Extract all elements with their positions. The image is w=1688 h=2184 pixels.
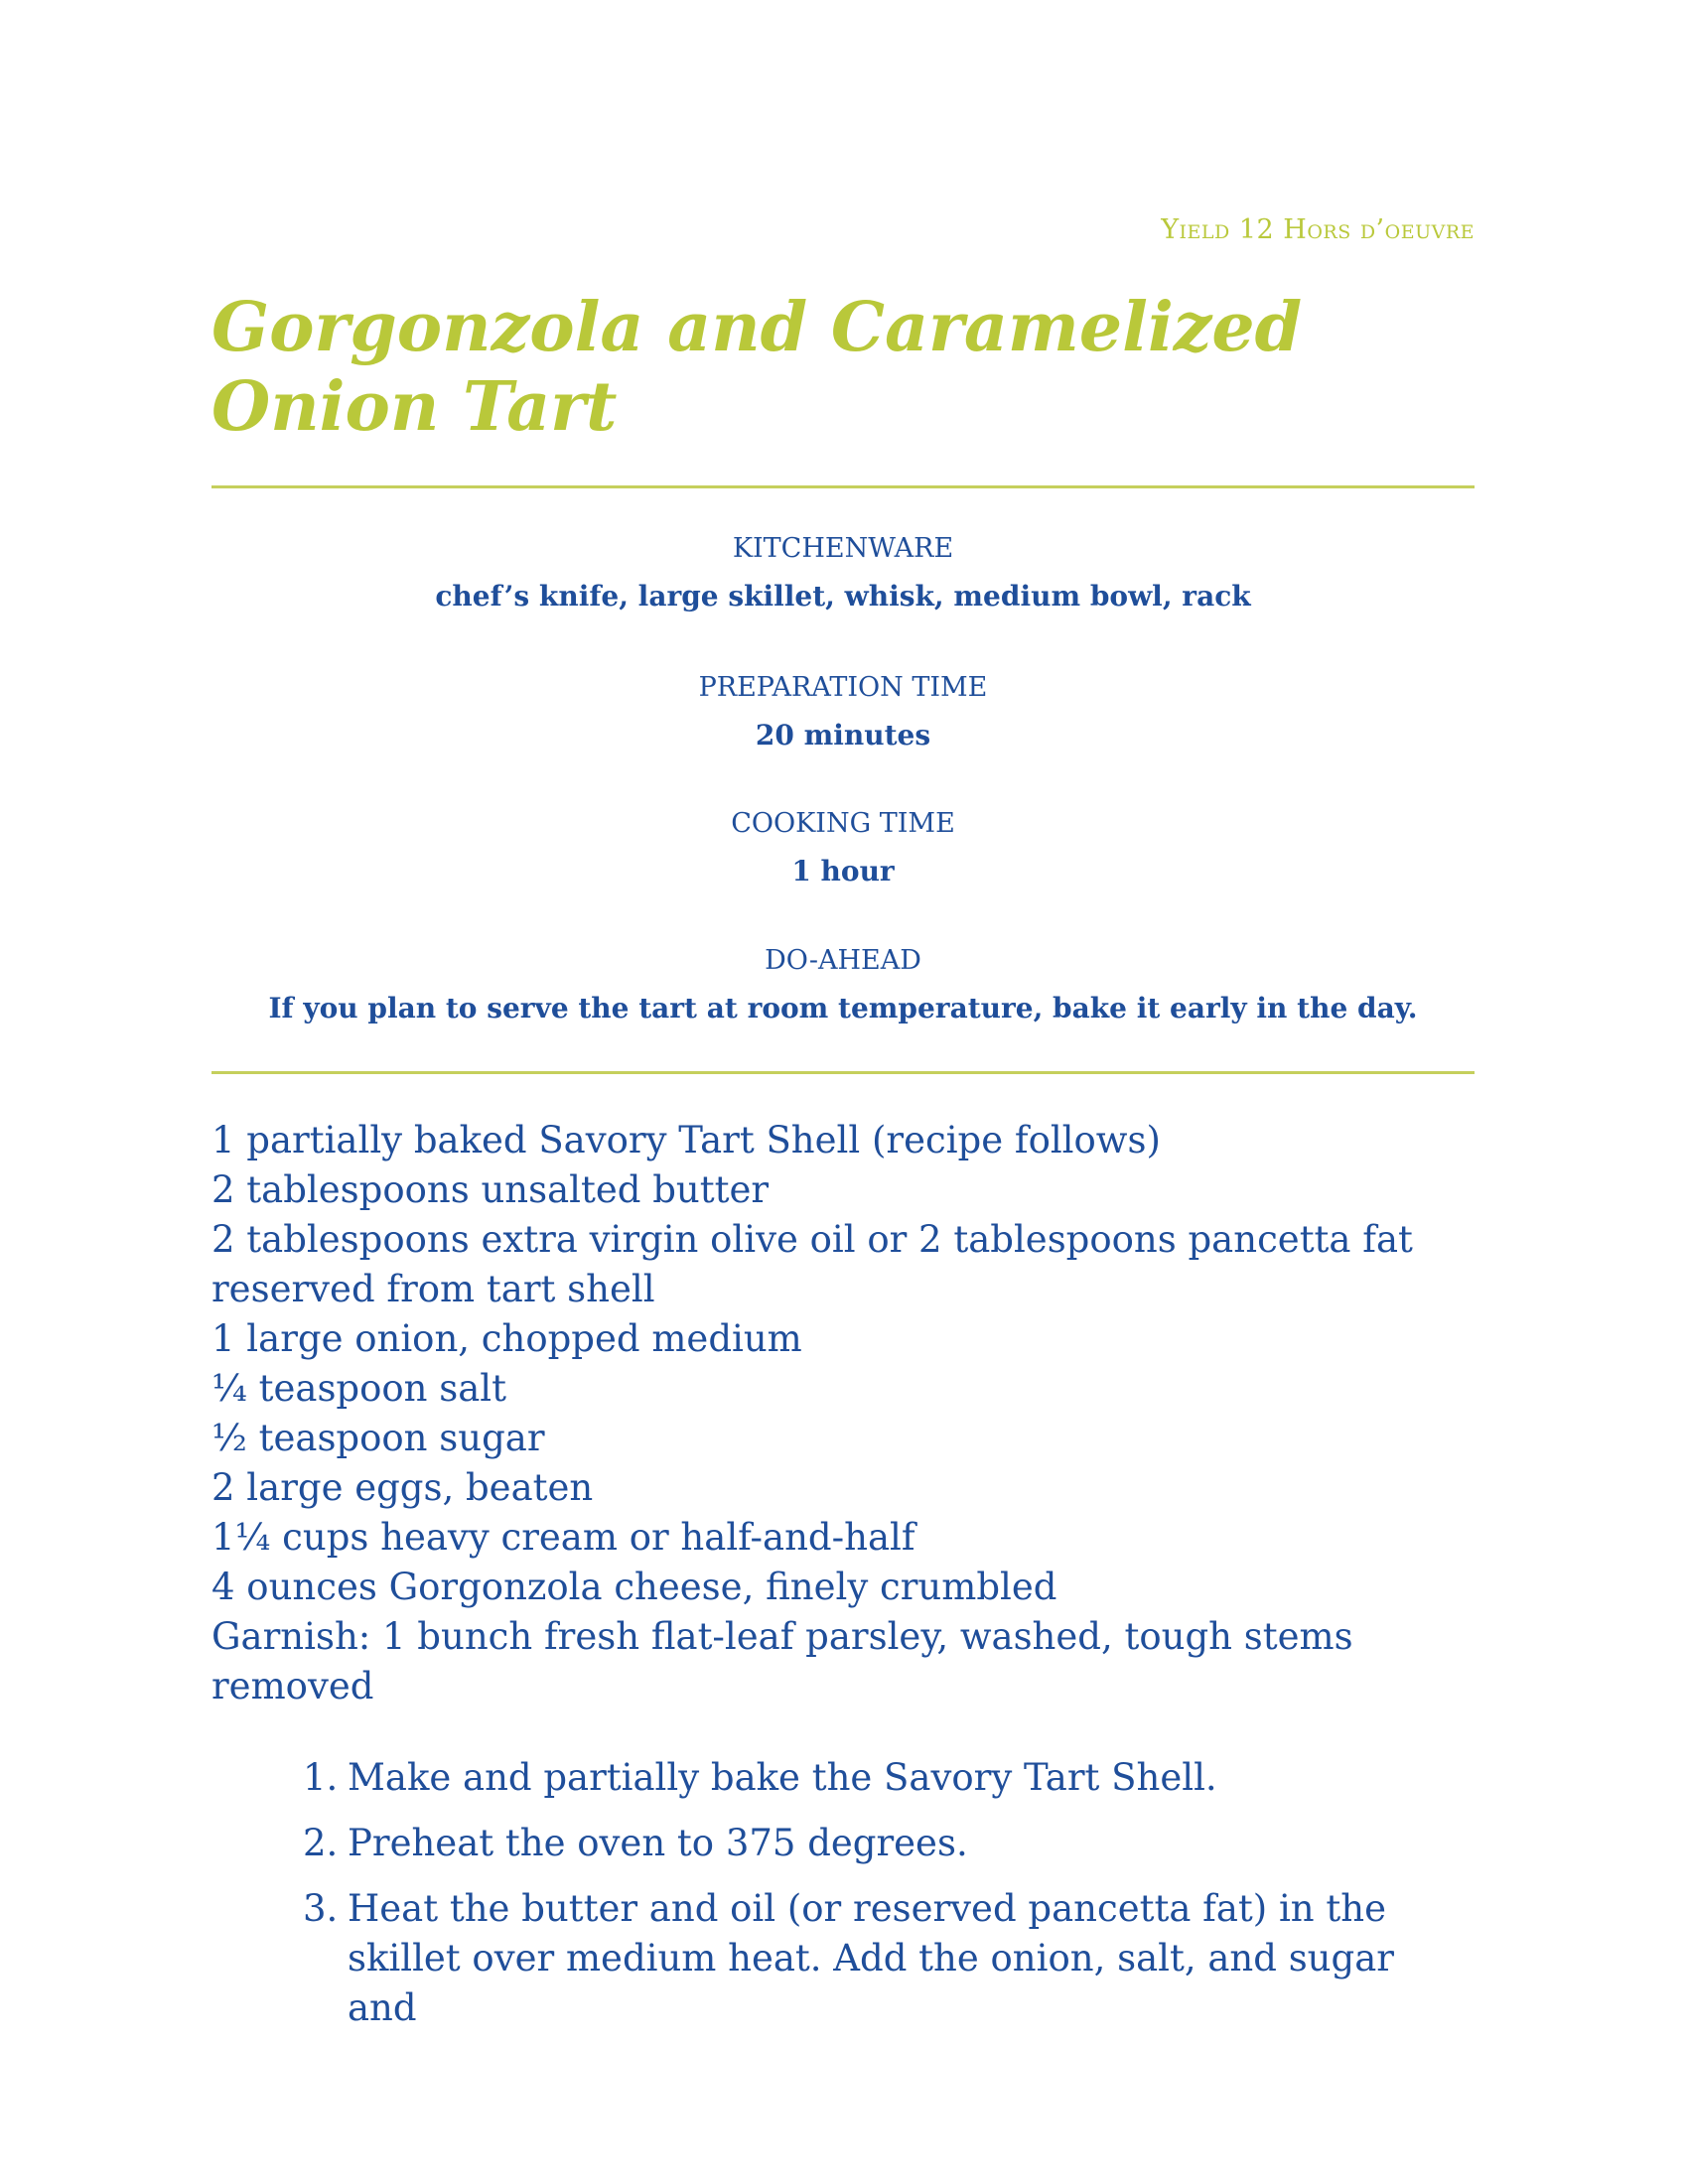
ingredient-item: 1 partially baked Savory Tart Shell (recipe follows) — [211, 1119, 1161, 1161]
ingredient-list — [211, 1116, 1475, 1711]
ingredient-item: 1 large onion, chopped medium — [211, 1317, 802, 1360]
ingredient-item: 1¼ cups heavy cream or half-and-half — [211, 1516, 915, 1559]
meta-value: 1 hour — [791, 855, 895, 887]
meta-value: 20 minutes — [755, 719, 931, 751]
ingredient-item: ¼ teaspoon salt — [211, 1367, 507, 1410]
top-divider — [211, 485, 1475, 488]
step-text: Preheat the oven to 375 degrees. — [348, 1822, 968, 1864]
ingredient-item: 2 tablespoons extra virgin olive oil or 2 tablespoons pancetta fat reserved from tart shell — [211, 1218, 1413, 1310]
ingredient-item: 2 large eggs, beaten — [211, 1466, 594, 1509]
step-number: 2. — [303, 1822, 339, 1864]
recipe-title: Gorgonzola and Caramelized Onion Tart — [211, 288, 1303, 447]
bottom-divider — [211, 1071, 1475, 1074]
step-number: 1. — [303, 1756, 339, 1799]
instruction-step — [211, 1884, 1475, 2033]
meta-preparation-time — [211, 670, 1475, 754]
instruction-step — [211, 1819, 1475, 1868]
meta-label: KITCHENWARE — [732, 533, 954, 564]
ingredient-item: ½ teaspoon sugar — [211, 1417, 545, 1459]
ingredient-item: 4 ounces Gorgonzola cheese, finely crumbled — [211, 1566, 1057, 1608]
meta-value: If you plan to serve the tart at room temperature, bake it early in the day. — [268, 992, 1418, 1024]
meta-kitchenware — [211, 531, 1475, 615]
step-text: Make and partially bake the Savory Tart Shell. — [348, 1756, 1217, 1799]
meta-label: DO-AHEAD — [765, 945, 921, 976]
instruction-step — [211, 1753, 1475, 1803]
step-number: 3. — [303, 1887, 339, 1930]
meta-label: PREPARATION TIME — [698, 672, 988, 703]
meta-value: chef’s knife, large skillet, whisk, medium bowl, rack — [435, 580, 1251, 613]
meta-do-ahead — [211, 943, 1475, 1027]
yield-label: Yield 12 Hors d’oeuvre — [1161, 214, 1475, 245]
ingredient-item: 2 tablespoons unsalted butter — [211, 1168, 770, 1211]
ingredient-item: Garnish: 1 bunch fresh flat-leaf parsley, washed, tough stems removed — [211, 1615, 1353, 1707]
meta-label: COOKING TIME — [731, 808, 955, 839]
instruction-list — [211, 1753, 1475, 2049]
step-text: Heat the butter and oil (or reserved pancetta fat) in the skillet over medium heat. Add the onion, salt, and sugar and — [348, 1887, 1394, 2029]
meta-cooking-time — [211, 806, 1475, 890]
